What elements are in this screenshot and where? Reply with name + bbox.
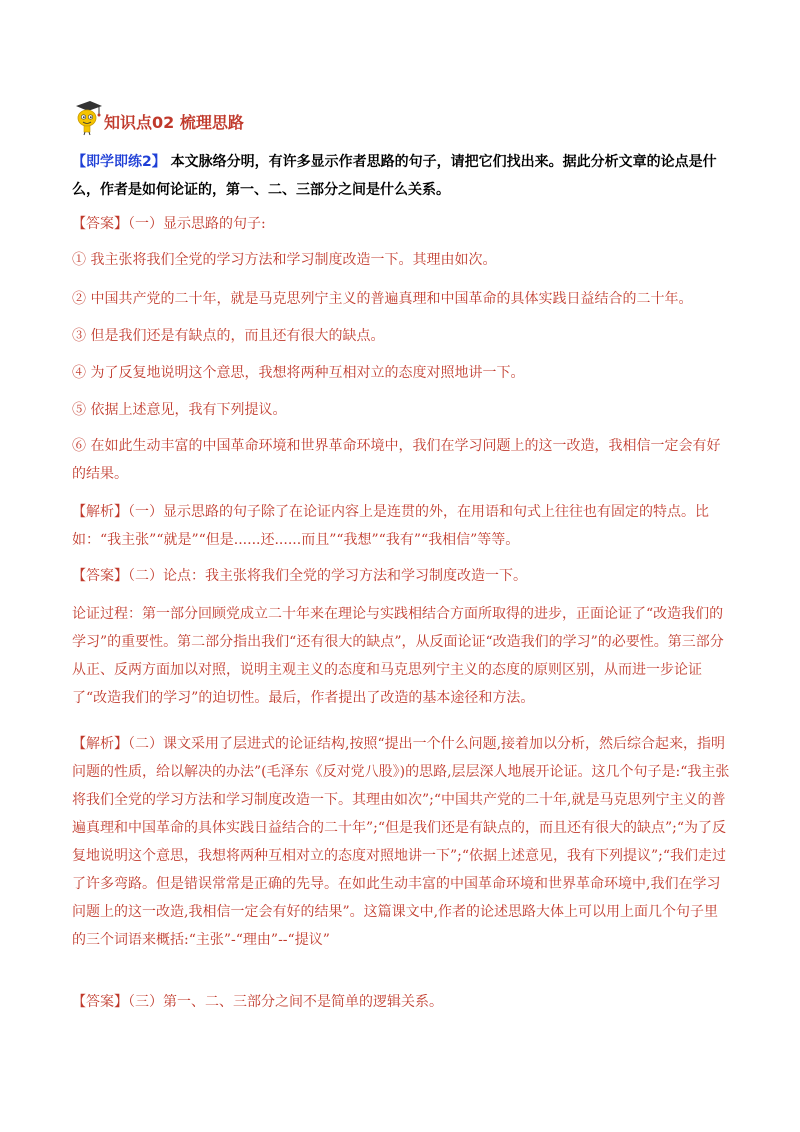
question-label: 【即学即练2】 — [72, 154, 166, 170]
answer-tag: 【答案】 — [72, 568, 128, 584]
answer3-paragraph — [72, 988, 732, 1016]
answer-tag: 【答案】 — [72, 994, 128, 1010]
answer3-text: （三）第一、二、三部分之间不是简单的逻辑关系。 — [128, 994, 443, 1010]
scholar-mascot-icon — [72, 98, 102, 136]
argument-process-paragraph: 论证过程：第一部分回顾党成立二十年来在理论与实践相结合方面所取得的进步，正面论证了“改造我们的学习”的重要性。第二部分指出我们“还有很大的缺点”，从反面论证“改造我们的学习”的必要性。第三部分从正、反两方面加以对照，说明主观主义的态度和马克思列宁主义的态度的原则区别，从而进一步论证了“改造我们的学习”的迫切性。最后，作者提出了改造的基本途径和方法。 — [72, 606, 724, 706]
list-item: ③ 但是我们还是有缺点的，而且还有很大的缺点。 — [72, 328, 385, 344]
question-paragraph — [72, 148, 732, 204]
section-heading — [72, 96, 244, 136]
answer1-text: （一）显示思路的句子: — [128, 216, 266, 232]
answer2-paragraph — [72, 562, 732, 590]
analysis1-paragraph — [72, 498, 732, 554]
list-item: ⑥ 在如此生动丰富的中国革命环境和世界革命环境中，我们在学习问题上的这一改造，我相信一定会有好的结果。 — [72, 438, 721, 482]
answer1-paragraph — [72, 210, 732, 238]
list-item: ⑤ 依据上述意见，我有下列提议。 — [72, 402, 287, 418]
list-item: ② 中国共产党的二十年，就是马克思列宁主义的普遍真理和中国革命的具体实践日益结合的二十年。 — [72, 291, 693, 307]
section-title: 知识点02 梳理思路 — [104, 113, 244, 132]
answer2-text: （二）论点：我主张将我们全党的学习方法和学习制度改造一下。 — [128, 568, 527, 584]
question-text: 本文脉络分明，有许多显示作者思路的句子，请把它们找出来。据此分析文章的论点是什么，作者是如何论证的，第一、二、三部分之间是什么关系。 — [72, 154, 717, 198]
answer-tag: 【答案】 — [72, 216, 128, 232]
analysis1-text: （一）显示思路的句子除了在论证内容上是连贯的外，在用语和句式上往往也有固定的特点。比如：“我主张”“就是”“但是......还......而且”“我想”“我有”“我相信”等等。 — [72, 504, 709, 548]
list-item: ① 我主张将我们全党的学习方法和学习制度改造一下。其理由如次。 — [72, 252, 497, 268]
analysis2-text: （二）课文采用了层进式的论证结构,按照“提出一个什么问题,接着加以分析，然后综合起来，指明问题的性质，给以解决的办法”(毛泽东《反对党八股》)的思路,层层深人地展开论证。这几个句子是:“我主张将我们全党的学习方法和学习制度改造一下。其理由如次”;“中国共产党的二十年,就是马克思列宁主义的普遍真理和中国革命的具体实践日益结合的二十年”;“但是我们还是有缺点的，而且还有很大的缺点”;“为了反复地说明这个意思，我想将两种互相对立的态度对照地讲一下”;“依据上述意见，我有下列提议”;“我们走过了许多弯路。但是错误常常是正确的先导。在如此生动丰富的中国革命环境和世界革命环境中,我们在学习问题上的这一改造,我相信一定会有好的结果”。这篇课文中,作者的论述思路大体上可以用上面几个句子里的三个词语来概括:“主张”-“理由”--“提议” — [72, 736, 730, 948]
analysis-tag: 【解析】 — [72, 504, 128, 520]
list-item: ④ 为了反复地说明这个意思，我想将两种互相对立的态度对照地讲一下。 — [72, 365, 525, 381]
analysis-tag: 【解析】 — [72, 736, 128, 752]
analysis2-paragraph — [72, 730, 732, 954]
